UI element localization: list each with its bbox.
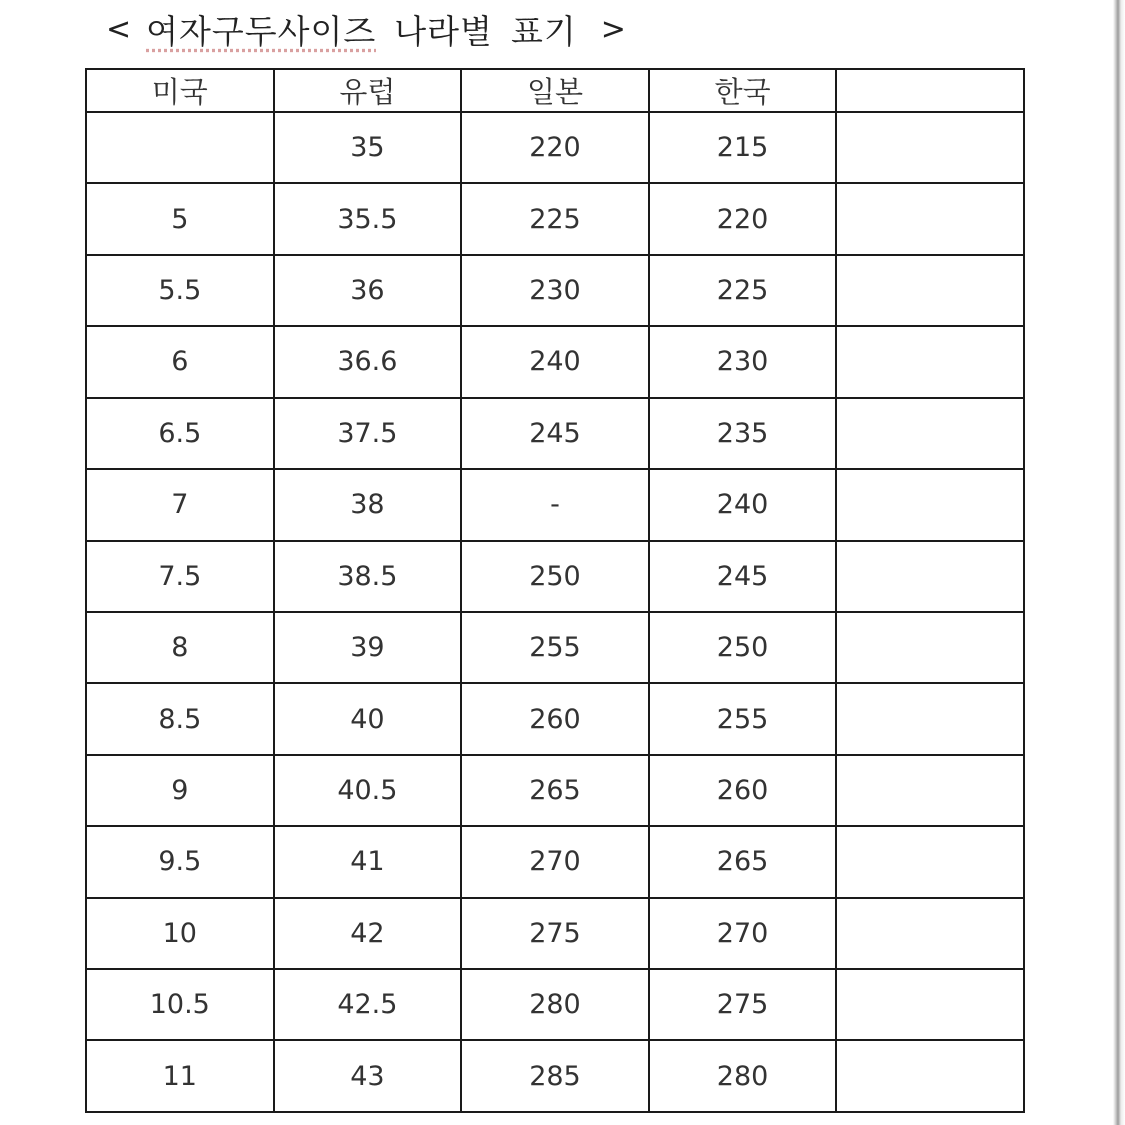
cell-korea: 255 xyxy=(649,683,837,754)
cell-japan: 270 xyxy=(461,826,649,897)
cell-japan: 220 xyxy=(461,112,649,183)
header-korea: 한국 xyxy=(649,69,837,112)
cell-europe: 39 xyxy=(274,612,462,683)
cell-europe: 35.5 xyxy=(274,183,462,254)
cell-usa: 6 xyxy=(86,326,274,397)
cell-usa: 10.5 xyxy=(86,969,274,1040)
cell-empty xyxy=(836,826,1024,897)
cell-usa: 5 xyxy=(86,183,274,254)
title-text-notation: 표기 xyxy=(510,11,577,51)
cell-empty xyxy=(836,1040,1024,1112)
cell-usa: 9.5 xyxy=(86,826,274,897)
cell-europe: 35 xyxy=(274,112,462,183)
cell-japan: 250 xyxy=(461,541,649,612)
cell-korea: 275 xyxy=(649,969,837,1040)
right-angle-bracket: > xyxy=(600,11,627,47)
cell-japan: 225 xyxy=(461,183,649,254)
cell-japan: 275 xyxy=(461,898,649,969)
cell-usa: 6.5 xyxy=(86,398,274,469)
cell-korea: 260 xyxy=(649,755,837,826)
table-body xyxy=(86,112,1024,1112)
cell-usa: 8 xyxy=(86,612,274,683)
left-angle-bracket: < xyxy=(106,11,133,47)
cell-korea: 265 xyxy=(649,826,837,897)
cell-empty xyxy=(836,612,1024,683)
table-row xyxy=(86,826,1024,897)
table-row xyxy=(86,969,1024,1040)
cell-europe: 40 xyxy=(274,683,462,754)
cell-empty xyxy=(836,969,1024,1040)
cell-europe: 43 xyxy=(274,1040,462,1112)
table-row xyxy=(86,1040,1024,1112)
table-row xyxy=(86,755,1024,826)
cell-usa xyxy=(86,112,274,183)
cell-korea: 230 xyxy=(649,326,837,397)
cell-usa: 7 xyxy=(86,469,274,540)
table-row xyxy=(86,683,1024,754)
table-row xyxy=(86,898,1024,969)
cell-usa: 8.5 xyxy=(86,683,274,754)
table-row xyxy=(86,183,1024,254)
cell-korea: 280 xyxy=(649,1040,837,1112)
table-row xyxy=(86,112,1024,183)
cell-empty xyxy=(836,183,1024,254)
table-row xyxy=(86,612,1024,683)
cell-europe: 38.5 xyxy=(274,541,462,612)
cell-korea: 215 xyxy=(649,112,837,183)
cell-empty xyxy=(836,398,1024,469)
cell-korea: 220 xyxy=(649,183,837,254)
header-empty xyxy=(836,69,1024,112)
cell-europe: 41 xyxy=(274,826,462,897)
table-row xyxy=(86,255,1024,326)
cell-japan: 255 xyxy=(461,612,649,683)
cell-japan: - xyxy=(461,469,649,540)
cell-usa: 9 xyxy=(86,755,274,826)
cell-empty xyxy=(836,326,1024,397)
cell-japan: 245 xyxy=(461,398,649,469)
cell-europe: 42 xyxy=(274,898,462,969)
cell-usa: 7.5 xyxy=(86,541,274,612)
cell-europe: 36.6 xyxy=(274,326,462,397)
page-title xyxy=(100,6,633,52)
page-edge-divider xyxy=(1113,0,1125,1125)
cell-empty xyxy=(836,683,1024,754)
cell-japan: 240 xyxy=(461,326,649,397)
cell-empty xyxy=(836,755,1024,826)
cell-usa: 10 xyxy=(86,898,274,969)
header-japan: 일본 xyxy=(461,69,649,112)
cell-usa: 11 xyxy=(86,1040,274,1112)
cell-korea: 245 xyxy=(649,541,837,612)
cell-korea: 235 xyxy=(649,398,837,469)
cell-europe: 40.5 xyxy=(274,755,462,826)
cell-europe: 36 xyxy=(274,255,462,326)
table-row xyxy=(86,326,1024,397)
cell-korea: 250 xyxy=(649,612,837,683)
cell-japan: 230 xyxy=(461,255,649,326)
table-row xyxy=(86,541,1024,612)
cell-korea: 240 xyxy=(649,469,837,540)
cell-europe: 42.5 xyxy=(274,969,462,1040)
cell-empty xyxy=(836,255,1024,326)
cell-empty xyxy=(836,541,1024,612)
shoe-size-table xyxy=(85,68,1025,1113)
table-header-row xyxy=(86,69,1024,112)
cell-europe: 38 xyxy=(274,469,462,540)
title-text-by-country: 나라별 xyxy=(394,11,493,51)
cell-japan: 260 xyxy=(461,683,649,754)
header-usa: 미국 xyxy=(86,69,274,112)
title-text-women-shoe-size: 여자구두사이즈 xyxy=(146,11,377,51)
cell-japan: 265 xyxy=(461,755,649,826)
cell-korea: 225 xyxy=(649,255,837,326)
cell-japan: 285 xyxy=(461,1040,649,1112)
cell-japan: 280 xyxy=(461,969,649,1040)
cell-europe: 37.5 xyxy=(274,398,462,469)
cell-usa: 5.5 xyxy=(86,255,274,326)
cell-empty xyxy=(836,112,1024,183)
cell-empty xyxy=(836,469,1024,540)
cell-empty xyxy=(836,898,1024,969)
table-row xyxy=(86,398,1024,469)
header-europe: 유럽 xyxy=(274,69,462,112)
cell-korea: 270 xyxy=(649,898,837,969)
table-row xyxy=(86,469,1024,540)
